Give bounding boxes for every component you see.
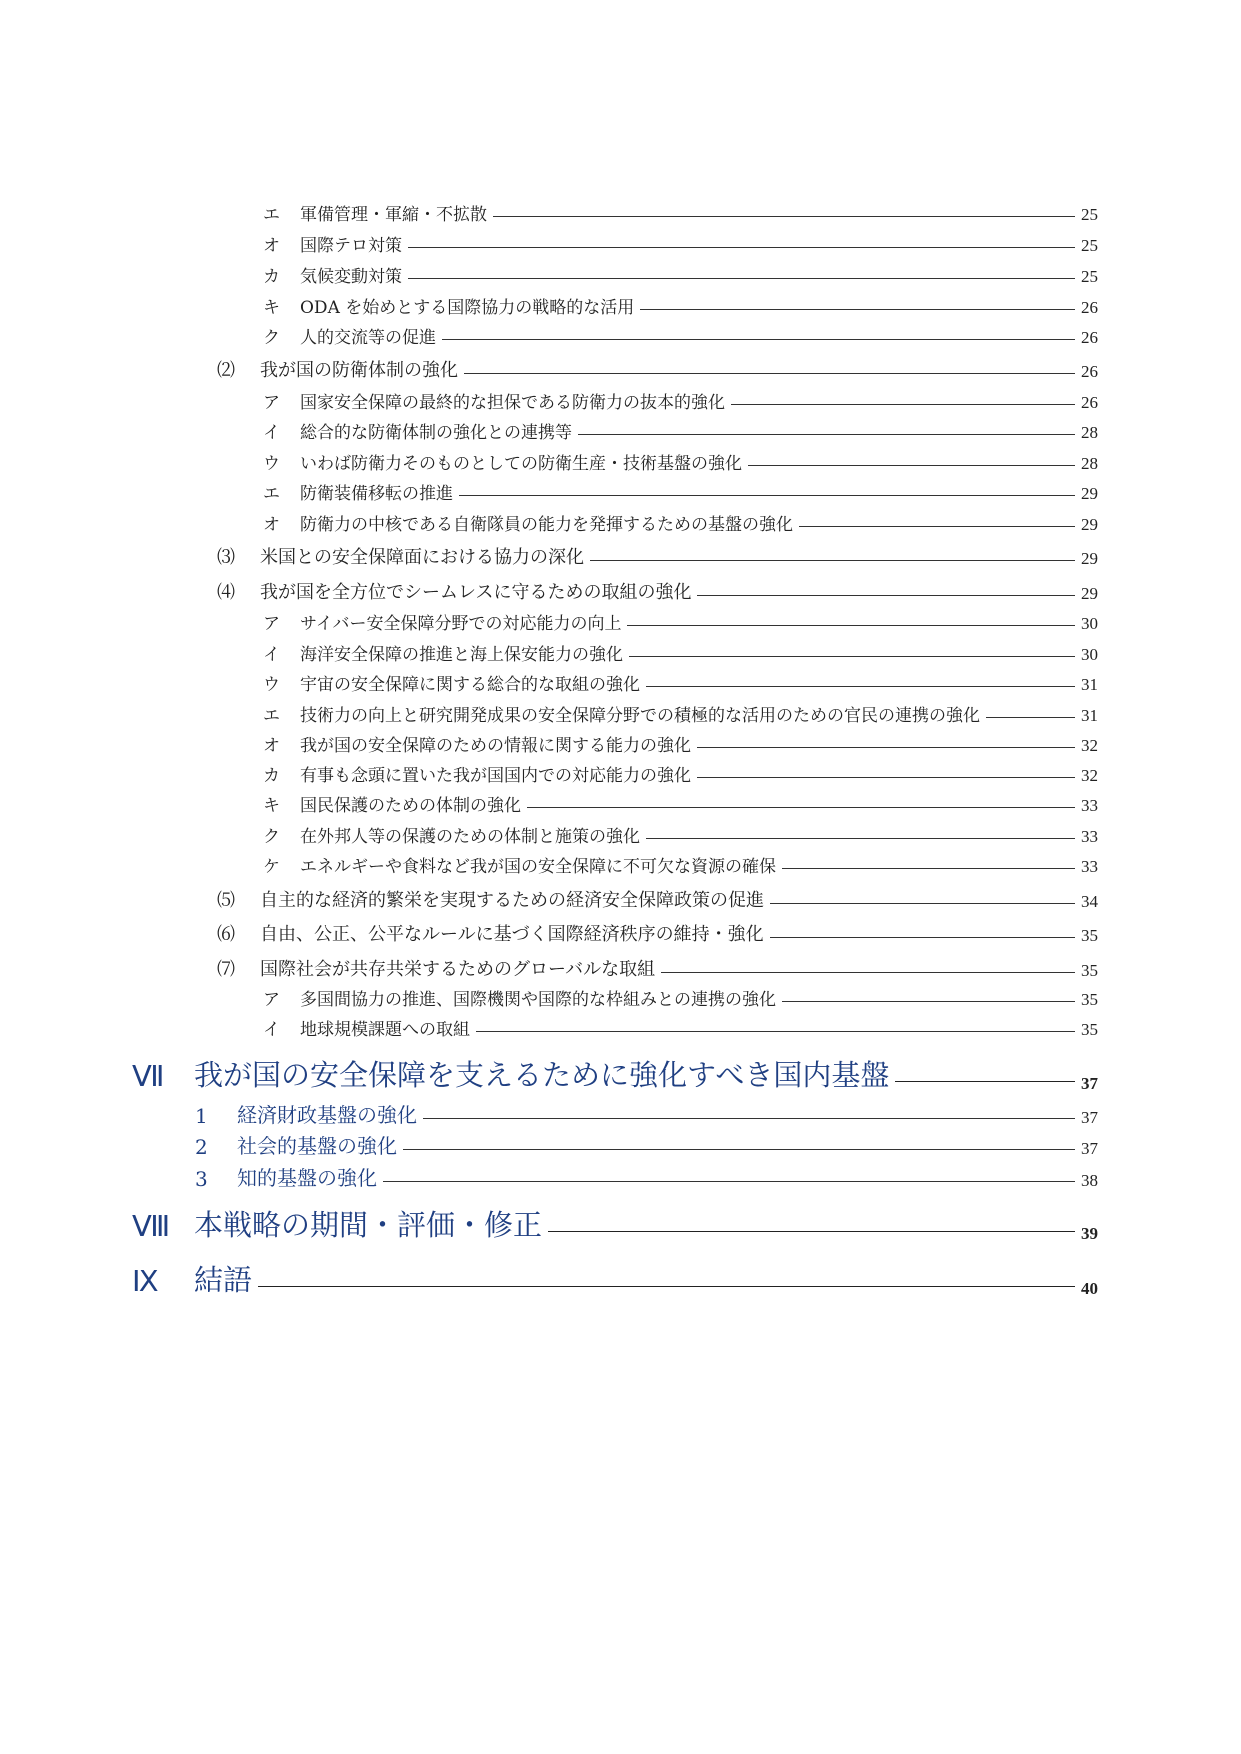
toc-section[interactable] (195, 1102, 1098, 1128)
toc-chapter-numeral: Ⅶ (132, 1061, 165, 1093)
toc-section-title: 米国との安全保障面における協力の深化 (260, 547, 584, 568)
toc-entry-mark: オ (263, 236, 280, 256)
toc-entry-page: 26 (1081, 393, 1098, 412)
toc-entry-page: 28 (1081, 423, 1098, 442)
toc-entry-mark: イ (263, 645, 280, 665)
toc-entry-title: 人的交流等の促進 (300, 328, 436, 348)
leader-line (646, 686, 1075, 687)
toc-entry-title: 防衛装備移転の推進 (300, 484, 453, 504)
toc-entry[interactable] (263, 482, 1098, 504)
toc-entry-title: エネルギーや食料など我が国の安全保障に不可欠な資源の確保 (300, 857, 776, 877)
toc-entry-page: 35 (1081, 990, 1098, 1009)
leader-line (383, 1181, 1075, 1182)
leader-line (697, 595, 1075, 596)
toc-entry[interactable] (263, 673, 1098, 695)
toc-entry[interactable] (263, 265, 1098, 287)
toc-section-title: 自主的な経済的繁栄を実現するための経済安全保障政策の促進 (260, 890, 764, 911)
toc-entry-mark: キ (263, 298, 280, 318)
toc-section[interactable] (217, 545, 1098, 569)
toc-chapter-page: 37 (1081, 1074, 1098, 1093)
toc-chapter-title: 我が国の安全保障を支えるために強化すべき国内基盤 (194, 1058, 890, 1092)
leader-line (493, 216, 1075, 217)
toc-chapter-title: 結語 (194, 1263, 253, 1297)
toc-entry-title: 多国間協力の推進、国際機関や国際的な枠組みとの連携の強化 (300, 990, 776, 1010)
leader-line (782, 1001, 1075, 1002)
toc-section-page: 37 (1081, 1139, 1098, 1158)
toc-entry-page: 33 (1081, 796, 1098, 815)
toc-section-page: 37 (1081, 1108, 1098, 1127)
toc-entry[interactable] (263, 794, 1098, 816)
toc-entry-mark: ア (263, 393, 280, 413)
toc-section[interactable] (217, 922, 1098, 946)
toc-entry-title: いわば防衛力そのものとしての防衛生産・技術基盤の強化 (300, 454, 742, 474)
toc-section-page: 35 (1081, 961, 1098, 980)
toc-entry-title: 海洋安全保障の推進と海上保安能力の強化 (300, 645, 623, 665)
toc-entry-page: 29 (1081, 484, 1098, 503)
leader-line (408, 278, 1075, 279)
toc-entry-page: 29 (1081, 515, 1098, 534)
toc-entry-page: 25 (1081, 267, 1098, 286)
leader-line (627, 625, 1075, 626)
toc-entry-mark: カ (263, 267, 280, 287)
toc-entry-title: 軍備管理・軍縮・不拡散 (300, 205, 487, 225)
toc-section[interactable] (217, 580, 1098, 604)
toc-section-title: 国際社会が共存共栄するためのグローバルな取組 (260, 959, 656, 980)
toc-entry[interactable] (263, 988, 1098, 1010)
toc-chapter-title: 本戦略の期間・評価・修正 (194, 1208, 543, 1242)
toc-entry[interactable] (263, 452, 1098, 474)
toc-entry-title: 国家安全保障の最終的な担保である防衛力の抜本的強化 (300, 393, 725, 413)
toc-section-page: 38 (1081, 1171, 1098, 1190)
toc-section-mark: ⑵ (217, 360, 235, 381)
leader-line (442, 339, 1075, 340)
toc-chapter-numeral: Ⅷ (132, 1211, 171, 1243)
toc-section-mark: 3 (195, 1167, 208, 1191)
toc-entry-title: 有事も念頭に置いた我が国国内での対応能力の強化 (300, 766, 691, 786)
toc-entry-page: 30 (1081, 645, 1098, 664)
toc-entry-page: 32 (1081, 766, 1098, 785)
toc-entry[interactable] (263, 734, 1098, 756)
toc-entry-title: 宇宙の安全保障に関する総合的な取組の強化 (300, 675, 640, 695)
leader-line (646, 838, 1075, 839)
toc-entry[interactable] (263, 855, 1098, 877)
toc-section-title: 社会的基盤の強化 (237, 1134, 397, 1158)
toc-entry[interactable] (263, 203, 1098, 225)
toc-section-mark: ⑸ (217, 890, 235, 911)
toc-section[interactable] (195, 1165, 1098, 1191)
toc-entry-mark: オ (263, 515, 280, 535)
toc-entry-page: 28 (1081, 454, 1098, 473)
toc-entry-page: 30 (1081, 614, 1098, 633)
leader-line (697, 777, 1075, 778)
leader-line (527, 807, 1075, 808)
toc-section[interactable] (217, 957, 1098, 981)
toc-entry-mark: エ (263, 484, 280, 504)
toc-entry-mark: イ (263, 423, 280, 443)
leader-line (895, 1081, 1075, 1082)
leader-line (459, 495, 1075, 496)
toc-entry-page: 32 (1081, 736, 1098, 755)
toc-entry-title: 総合的な防衛体制の強化との連携等 (300, 423, 572, 443)
leader-line (423, 1118, 1075, 1119)
toc-entry-title: 地球規模課題への取組 (300, 1020, 470, 1040)
toc-entry-mark: ク (263, 827, 280, 847)
leader-line (770, 903, 1075, 904)
toc-entry[interactable] (263, 612, 1098, 634)
toc-chapter-page: 40 (1081, 1279, 1098, 1298)
toc-entry-title: 在外邦人等の保護のための体制と施策の強化 (300, 827, 640, 847)
toc-section-mark: ⑹ (217, 924, 235, 945)
toc-entry[interactable] (263, 704, 1098, 726)
toc-entry-mark: エ (263, 706, 280, 726)
toc-section-page: 34 (1081, 892, 1098, 911)
toc-entry-title: 気候変動対策 (300, 267, 402, 287)
toc-entry[interactable] (263, 1018, 1098, 1040)
leader-line (697, 747, 1075, 748)
toc-entry-title: 我が国の安全保障のための情報に関する能力の強化 (300, 736, 691, 756)
toc-entry-mark: ケ (263, 857, 280, 877)
toc-entry-title: 防衛力の中核である自衛隊員の能力を発揮するための基盤の強化 (300, 515, 793, 535)
toc-entry-page: 26 (1081, 298, 1098, 317)
toc-section-page: 35 (1081, 926, 1098, 945)
leader-line (661, 972, 1075, 973)
toc-chapter-numeral: Ⅸ (132, 1266, 159, 1298)
leader-line (258, 1286, 1075, 1287)
toc-section-title: 我が国を全方位でシームレスに守るための取組の強化 (260, 582, 692, 603)
toc-section[interactable] (217, 358, 1098, 382)
toc-entry-page: 31 (1081, 675, 1098, 694)
toc-entry-page: 26 (1081, 328, 1098, 347)
leader-line (782, 868, 1075, 869)
toc-section-mark: ⑷ (217, 582, 235, 603)
leader-line (986, 717, 1075, 718)
toc-entry[interactable] (263, 391, 1098, 413)
toc-entry[interactable] (263, 643, 1098, 665)
leader-line (476, 1031, 1075, 1032)
toc-entry-mark: エ (263, 205, 280, 225)
toc-section-page: 29 (1081, 584, 1098, 603)
toc-entry[interactable] (263, 764, 1098, 786)
toc-entry-title: 技術力の向上と研究開発成果の安全保障分野での積極的な活用のための官民の連携の強化 (300, 706, 980, 726)
leader-line (748, 465, 1075, 466)
toc-entry-title: 国際テロ対策 (300, 236, 402, 256)
toc-entry-mark: ア (263, 614, 280, 634)
leader-line (590, 560, 1075, 561)
toc-section-title: 経済財政基盤の強化 (237, 1103, 417, 1127)
toc-section-page: 29 (1081, 549, 1098, 568)
toc-section-mark: ⑶ (217, 547, 235, 568)
toc-section-page: 26 (1081, 362, 1098, 381)
leader-line (640, 309, 1075, 310)
toc-section-mark: 2 (195, 1135, 208, 1159)
toc-entry-page: 31 (1081, 706, 1098, 725)
toc-chapter[interactable] (132, 1263, 1098, 1299)
toc-entry-mark: カ (263, 766, 280, 786)
leader-line (770, 937, 1075, 938)
toc-entry-mark: キ (263, 796, 280, 816)
toc-chapter-page: 39 (1081, 1224, 1098, 1243)
toc-entry-page: 35 (1081, 1020, 1098, 1039)
toc-section-mark: ⑺ (217, 959, 235, 980)
toc-entry-mark: イ (263, 1020, 280, 1040)
toc-entry-title: 国民保護のための体制の強化 (300, 796, 521, 816)
toc-entry-page: 25 (1081, 236, 1098, 255)
toc-entry[interactable] (263, 296, 1098, 318)
toc-chapter[interactable] (132, 1058, 1098, 1094)
toc-entry-title: ODA を始めとする国際協力の戦略的な活用 (300, 298, 635, 318)
toc-entry-page: 33 (1081, 857, 1098, 876)
toc-entry-mark: ク (263, 328, 280, 348)
leader-line (731, 404, 1075, 405)
toc-section-title: 知的基盤の強化 (237, 1166, 377, 1190)
leader-line (548, 1231, 1075, 1232)
toc-entry[interactable] (263, 326, 1098, 348)
toc-section-mark: 1 (195, 1104, 208, 1128)
leader-line (578, 434, 1075, 435)
toc-entry[interactable] (263, 421, 1098, 443)
leader-line (629, 656, 1075, 657)
toc-entry-mark: オ (263, 736, 280, 756)
leader-line (408, 247, 1075, 248)
toc-entry[interactable] (263, 825, 1098, 847)
toc-entry[interactable] (263, 513, 1098, 535)
toc-entry[interactable] (263, 234, 1098, 256)
toc-entry-page: 33 (1081, 827, 1098, 846)
toc-section-title: 我が国の防衛体制の強化 (260, 360, 458, 381)
leader-line (403, 1149, 1075, 1150)
toc-section-title: 自由、公正、公平なルールに基づく国際経済秩序の維持・強化 (260, 924, 764, 945)
leader-line (799, 526, 1075, 527)
toc-section[interactable] (195, 1133, 1098, 1159)
toc-entry-mark: ウ (263, 454, 280, 474)
toc-section[interactable] (217, 888, 1098, 912)
leader-line (464, 373, 1075, 374)
toc-entry-mark: ア (263, 990, 280, 1010)
toc-entry-title: サイバー安全保障分野での対応能力の向上 (300, 614, 622, 634)
toc-entry-page: 25 (1081, 205, 1098, 224)
toc-entry-mark: ウ (263, 675, 280, 695)
toc-chapter[interactable] (132, 1208, 1098, 1244)
